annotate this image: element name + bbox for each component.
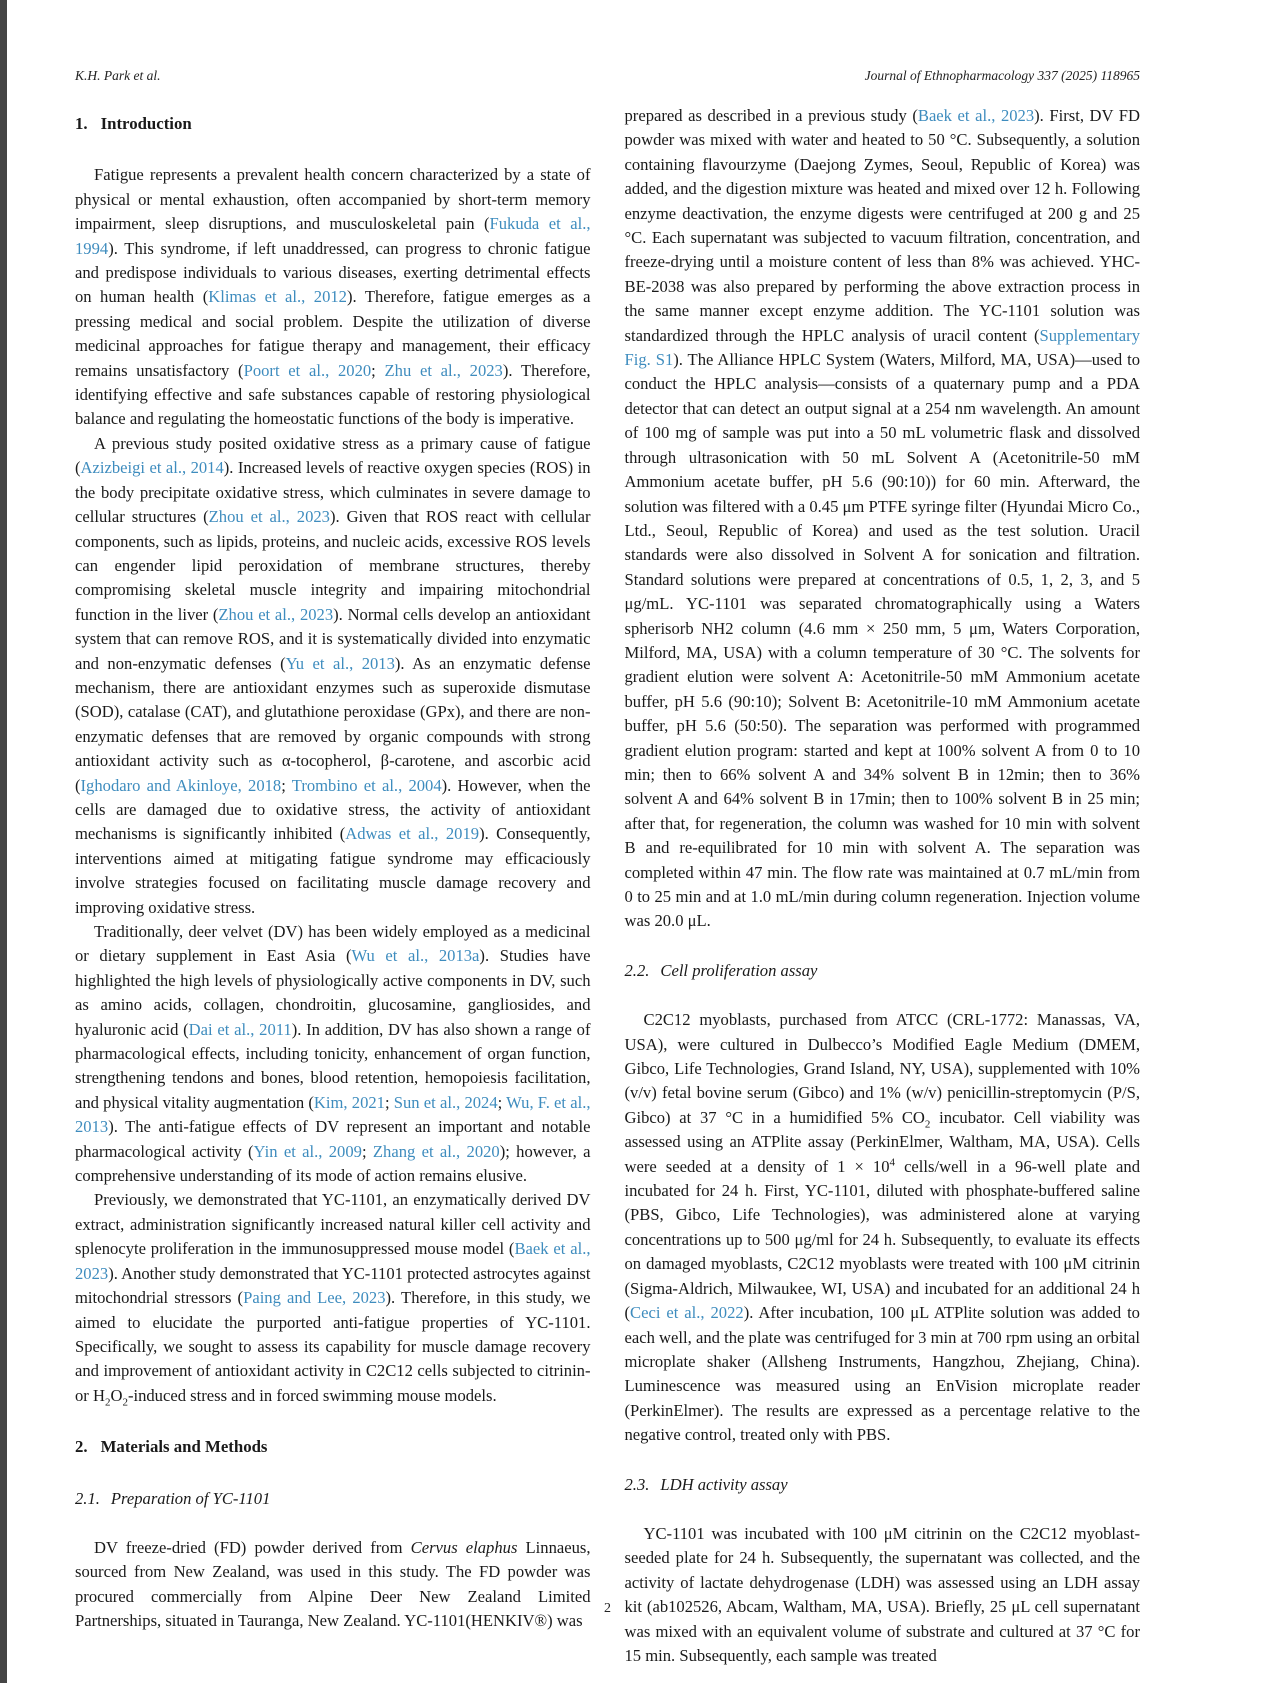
text-run: Linnaeus, sourced from New Zealand, was used in this study. The FD powder was procured commercially from Alpine Deer New Zealand Limited Partnerships, situated in Tauranga, New Zealand. YC-1101(HENKIV®) was [75,1537,591,1631]
paragraph [75,1188,591,1408]
text-run: -induced stress and in forced swimming mouse models. [127,1385,497,1405]
text-run: 2 [122,1396,128,1409]
text-run: ). Therefore, in this study, we aimed to elucidate the purported anti-fatigue properties of YC-1101. Specifically, we sought to assess its capability for muscle damage recovery and improvement of antioxidant activity in C2C12 cells subjected to citrinin- or H [75,1288,591,1405]
text-run: ). Therefore, identifying effective and safe substances capable of restoring physiological balance and regulating the homeostatic functions of the body is imperative. [75,360,591,429]
section-heading [75,112,591,136]
citation-link[interactable]: Sun et al., 2024 [393,1092,498,1112]
text-run: ; [384,1092,394,1112]
heading-title: LDH activity assay [660,1474,788,1494]
citation-link[interactable]: Zhang et al., 2020 [372,1141,500,1161]
heading-number: 2.3. [624,1474,650,1494]
text-run: ). First, DV FD powder was mixed with water and heated to 50 °C. Subsequently, a solution containing flavourzyme (Daejong Zymes, Seoul, Republic of Korea) was added, and the digestion mixture was heated and mixed over 12 h. Following enzyme deactivation, the enzyme digests were centrifuged at 200 g and 25 °C. Each supernatant was subjected to vacuum filtration, concentration, and freeze-drying until a moisture content of less than 8% was achieved. YHC-BE-2038 was also prepared by performing the above extraction process in the same manner except enzyme addition. The YC-1101 solution was standardized through the HPLC analysis of uracil content ( [624,106,1140,345]
citation-link[interactable]: Ighodaro and Akinloye, 2018 [80,775,282,795]
subsection-heading [625,1473,1141,1497]
text-run: ). The anti-fatigue effects of DV represent an important and notable pharmacological activity ( [75,1117,591,1161]
page-number: 2 [604,1601,611,1616]
subsection-heading [75,1487,591,1511]
left-column [75,104,591,1668]
text-run: C2C12 myoblasts, purchased from ATCC (CRL-1772: Manassas, VA, USA), were cultured in Dulbecco’s Modified Eagle Medium (DMEM, Gibco, Life Technologies, Grand Island, NY, USA), supplemented with 10% (v/v) fetal bovine serum (Gibco) and 1% (w/v) penicillin-streptomycin (P/S, Gibco) at 37 °C in a humidified 5% CO [624,1010,1140,1127]
heading-number: 1. [75,114,88,133]
text-run: ). Therefore, fatigue emerges as a pressing medical and social problem. Despite the utilization of diverse medicinal approaches for fatigue therapy and management, their efficacy remains unsatisfactory ( [75,287,591,380]
paragraph [625,104,1141,934]
heading-title: Introduction [100,114,192,133]
citation-link[interactable]: Wu et al., 2013a [351,946,480,966]
species-name: Cervus elaphus [410,1537,518,1557]
citation-link[interactable]: Yin et al., 2009 [253,1141,362,1161]
text-run: ). The Alliance HPLC System (Waters, Milford, MA, USA)—used to conduct the HPLC analysis—consists of a quaternary pump and a PDA detector that can detect an output signal at a 254 nm wavelength. An amount of 100 mg of sample was put into a 50 mL volumetric flask and dissolved through ultrasonication with 50 mL Solvent A (Acetonitrile-50 mM Ammonium acetate buffer, pH 5.6 (90:10)) for 60 min. Afterward, the solution was filtered with a 0.45 μm PTFE syringe filter (Hyundai Micro Co., Ltd., Seoul, Republic of Korea) and used as the test solution. Uracil standards were also dissolved in Solvent A for sonication and filtration. Standard solutions were prepared at concentrations of 0.5, 1, 2, 3, and 5 μg/mL. YC-1101 was separated chromatographically using a Waters spherisorb NH2 column (4.6 mm × 250 mm, 5 μm, Waters Corporation, Milford, MA, USA) with a column temperature of 30 °C. The solvents for gradient elution were solvent A: Acetonitrile-50 mM Ammonium acetate buffer, pH 5.6 (90:10); Solvent B: Acetonitrile-10 mM Ammonium acetate buffer, pH 5.6 (50:50). The separation was performed with programmed gradient elution program: started and kept at 100% solvent A from 0 to 10 min; then to 66% solvent A and 34% solvent B in 12min; then to 36% solvent A and 64% solvent B in 17min; then to 100% solvent B in 25 min; after that, for regeneration, the column was washed for 10 min with solvent B and re-equilibrated for 10 min with solvent A. The separation was completed within 47 min. The flow rate was maintained at 0.7 mL/min from 0 to 25 min and at 1.0 mL/min during column regeneration. Injection volume was 20.0 μL. [624,350,1140,931]
citation-link[interactable]: Supplementary Fig. S1 [624,325,1140,370]
citation-link[interactable]: Fukuda et al., 1994 [75,214,591,258]
text-run: ); however, a comprehensive understanding of its mode of action remains elusive. [75,1141,591,1186]
subsection-heading [625,959,1141,983]
heading-number: 2. [75,1437,88,1457]
running-head [75,68,1140,84]
citation-link[interactable]: Kim, 2021 [313,1092,385,1112]
heading-number: 2.2. [624,960,650,980]
text-run: A previous study posited oxidative stress as a primary cause of fatigue ( [75,433,591,478]
text-run: incubator. Cell viability was assessed using an ATPlite assay (PerkinElmer, Waltham, MA, USA). Cells were seeded at a density of 1 × 10 [624,1107,1140,1176]
citation-link[interactable]: Wu, F. et al., 2013 [75,1092,591,1137]
paragraph [75,163,591,431]
text-run: 2 [924,1118,931,1131]
text-run: prepared as described in a previous study ( [624,106,918,125]
text-run: 2 [104,1396,111,1409]
text-run: ). This syndrome, if left unaddressed, can progress to chronic fatigue and predispose individuals to various diseases, exerting detrimental effects on human health ( [75,238,591,307]
citation-link[interactable]: Zhu et al., 2023 [384,360,503,380]
text-run: Previously, we demonstrated that YC-1101, an enzymatically derived DV extract, administration significantly increased natural killer cell activity and splenocyte proliferation in the immunosuppressed mouse model ( [75,1190,591,1259]
heading-number: 2.1. [75,1488,100,1508]
text-run: ; [281,775,292,795]
text-run: YC-1101 was incubated with 100 μM citrinin on the C2C12 myoblast-seeded plate for 24 h. Subsequently, the supernatant was collected, and the activity of lactate dehydrogenase (LDH) was assessed using an LDH assay kit (ab102526, Abcam, Waltham, MA, USA). Briefly, 25 μL cell supernatant was mixed with an equivalent volume of substrate and cultured at 37 °C for 15 min. Subsequently, each sample was treated [624,1523,1140,1665]
citation-link[interactable]: Klimas et al., 2012 [208,287,347,307]
text-run: ). Another study demonstrated that YC-1101 protected astrocytes against mitochondrial stressors ( [75,1263,591,1308]
running-author: K.H. Park et al. [75,68,161,83]
text-run: ). In addition, DV has also shown a range of pharmacological effects, including tonicity, enhancement of organ function, strengthening tendons and bones, blood retention, hemopoiesis facilitation, and physical vitality augmentation ( [75,1019,591,1112]
text-run: Fatigue represents a prevalent health concern characterized by a state of physical or mental exhaustion, often accompanied by short-term memory impairment, sleep disruptions, and musculoskeletal pain ( [75,165,591,234]
paragraph [75,1536,591,1634]
page-edge-shadow [0,0,7,1683]
text-run: ). However, when the cells are damaged due to oxidative stress, the activity of antioxidant mechanisms is significantly inhibited ( [75,775,591,844]
text-run: cells/well in a 96-well plate and incubated for 24 h. First, YC-1101, diluted with phosphate-buffered saline (PBS, Gibco, Life Technologies), was administered alone at varying concentrations up to 500 μg/ml for 24 h. Subsequently, to evaluate its effects on damaged myoblasts, C2C12 myoblasts were treated with 100 μM citrinin (Sigma-Aldrich, Milwaukee, WI, USA) and incubated for an additional 24 h ( [624,1156,1141,1323]
text-run: 4 [889,1156,896,1169]
heading-title: Materials and Methods [100,1437,268,1457]
text-run: ; [371,360,385,380]
text-run: Traditionally, deer velvet (DV) has been widely employed as a medicinal or dietary supplement in East Asia ( [75,922,591,966]
text-run: ; [361,1141,373,1161]
citation-link[interactable]: Baek et al., 2023 [917,106,1035,125]
citation-link[interactable]: Baek et al., 2023 [75,1239,591,1283]
text-run: ). As an enzymatic defense mechanism, there are antioxidant enzymes such as superoxide dismutase (SOD), catalase (CAT), and glutathione peroxidase (GPx), and there are non-enzymatic defenses that are removed by organic compounds with strong antioxidant activity such as α-tocopherol, β-carotene, and ascorbic acid ( [75,653,591,795]
right-column [625,104,1141,1668]
text-run: DV freeze-dried (FD) powder derived from [94,1537,411,1557]
citation-link[interactable]: Adwas et al., 2019 [345,824,480,844]
heading-title: Cell proliferation assay [660,960,818,980]
text-run: ). After incubation, 100 μL ATPlite solution was added to each well, and the plate was centrifuged for 3 min at 700 rpm using an orbital microplate shaker (Allsheng Instruments, Hangzhou, Zhejiang, China). Luminescence was measured using an EnVision microplate reader (PerkinElmer). The results are expressed as a percentage relative to the negative control, treated only with PBS. [624,1303,1140,1445]
citation-link[interactable]: Azizbeigi et al., 2014 [80,458,224,478]
citation-link[interactable]: Yu et al., 2013 [285,653,395,673]
text-run: ). Normal cells develop an antioxidant system that can remove ROS, and it is systematically divided into enzymatic and non-enzymatic defenses ( [75,604,591,673]
paragraph [625,1522,1141,1668]
citation-link[interactable]: Zhou et al., 2023 [208,507,330,527]
citation-link[interactable]: Trombino et al., 2004 [291,775,442,795]
citation-link[interactable]: Paing and Lee, 2023 [243,1288,386,1308]
citation-link[interactable]: Ceci et al., 2022 [630,1303,744,1323]
text-run: ; [497,1092,507,1112]
heading-title: Preparation of YC-1101 [110,1488,271,1508]
text-run: ). Given that ROS react with cellular components, such as lipids, proteins, and nucleic acids, excessive ROS levels can engender lipid peroxidation of membrane structures, thereby compromising skeletal muscle integrity and impairing mitochondrial function in the liver ( [75,507,591,624]
paragraph [625,1008,1141,1447]
citation-link[interactable]: Dai et al., 2011 [188,1019,292,1039]
paragraph [75,920,591,1188]
text-run: ). Consequently, interventions aimed at mitigating fatigue syndrome may efficaciously involve strategies focused on facilitating muscle damage recovery and improving oxidative stress. [75,824,591,917]
journal-citation: Journal of Ethnopharmacology 337 (2025) 118965 [864,68,1140,83]
paragraph [75,432,591,920]
citation-link[interactable]: Zhou et al., 2023 [218,604,334,624]
text-run: ). Studies have highlighted the high levels of physiologically active components in DV, such as amino acids, collagen, chondroitin, glucosamine, gangliosides, and hyaluronic acid ( [75,946,591,1039]
citation-link[interactable]: Poort et al., 2020 [243,360,372,380]
text-run: ). Increased levels of reactive oxygen species (ROS) in the body precipitate oxidative stress, which culminates in severe damage to cellular structures ( [75,458,591,527]
section-heading [75,1435,591,1459]
text-run: O [110,1385,123,1405]
page-body [75,104,1140,1668]
